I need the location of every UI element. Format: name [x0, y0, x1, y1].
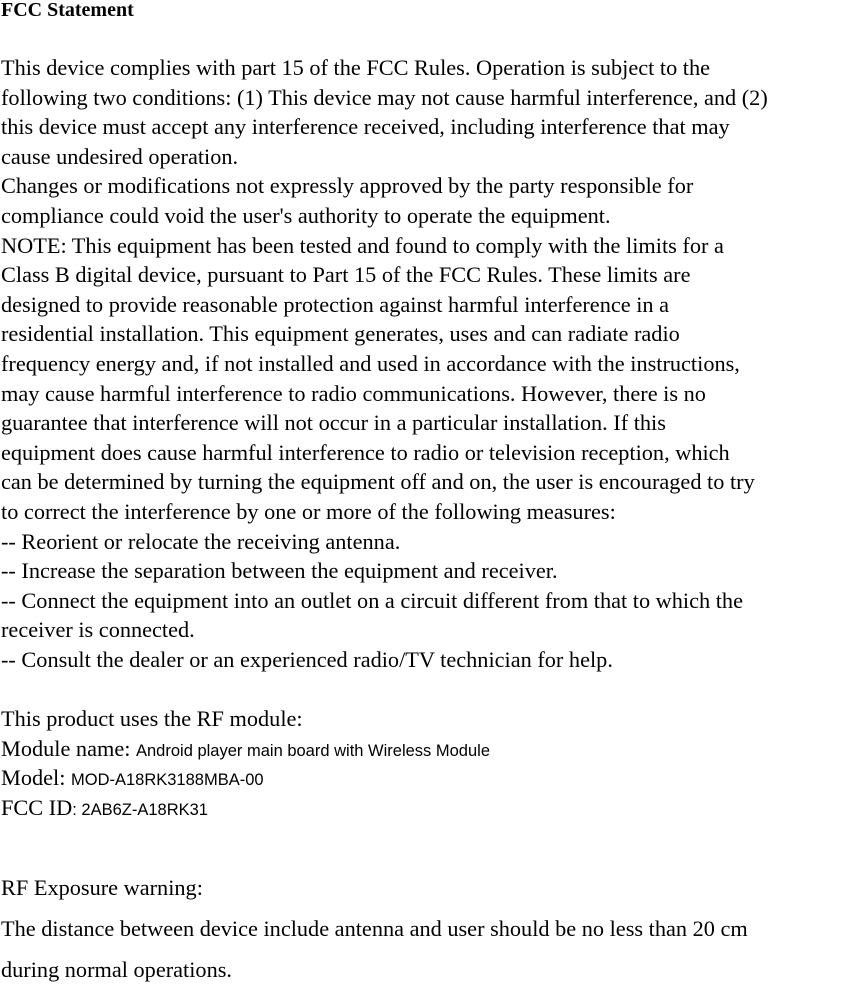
rf-exposure-line: during normal operations.: [1, 957, 232, 982]
module-model-label: Model:: [1, 765, 71, 791]
module-intro: This product uses the RF module:: [1, 706, 303, 732]
measure-item: receiver is connected.: [1, 617, 195, 643]
fcc-id-label: FCC ID: [1, 794, 73, 820]
fcc-statement-body: [1, 53, 846, 822]
rf-exposure-text: [1, 908, 748, 990]
page-title: FCC Statement: [1, 0, 134, 21]
paragraph-line: This device complies with part 15 of the FCC Rules. Operation is subject to the: [1, 55, 711, 80]
paragraph-line: can be determined by turning the equipment off and on, the user is encouraged to try: [1, 469, 755, 495]
paragraph-line: equipment does cause harmful interference to radio or television reception, which: [1, 439, 730, 465]
measure-item: -- Increase the separation between the equipment and receiver.: [1, 558, 558, 584]
blank-line: [1, 674, 846, 704]
paragraph-line: Class B digital device, pursuant to Part 15 of the FCC Rules. These limits are: [1, 262, 691, 288]
module-model-value: MOD-A18RK3188MBA-00: [70, 771, 264, 790]
paragraph-line: Changes or modifications not expressly approved by the party responsible for: [1, 173, 694, 199]
paragraph-line: frequency energy and, if not installed and used in accordance with the instructions,: [1, 350, 740, 376]
module-name-value: Android player main board with Wireless Module: [136, 741, 490, 760]
module-name-row: [1, 734, 846, 764]
module-name-label: Module name:: [1, 735, 136, 761]
measure-item: -- Connect the equipment into an outlet on a circuit different from that to which the: [1, 587, 743, 613]
paragraph-line: designed to provide reasonable protection against harmful interference in a: [1, 291, 670, 317]
fcc-id-row: [1, 793, 846, 823]
rf-exposure-line: The distance between device include antenna and user should be no less than 20 cm: [1, 916, 748, 941]
paragraph-line: this device must accept any interference received, including interference that may: [1, 114, 730, 140]
module-model-row: [1, 763, 846, 793]
rf-exposure-heading: RF Exposure warning:: [1, 875, 203, 900]
fcc-id-value: : 2AB6Z-A18RK31: [72, 800, 208, 819]
paragraph-line: following two conditions: (1) This device may not cause harmful interference, and (2): [1, 84, 768, 110]
paragraph-line: may cause harmful interference to radio communications. However, there is no: [1, 380, 706, 406]
paragraph-line: compliance could void the user's authority to operate the equipment.: [1, 202, 611, 228]
measure-item: -- Reorient or relocate the receiving antenna.: [1, 528, 401, 554]
measure-item: -- Consult the dealer or an experienced radio/TV technician for help.: [1, 646, 613, 672]
paragraph-line: residential installation. This equipment generates, uses and can radiate radio: [1, 321, 680, 347]
paragraph-line: to correct the interference by one or more of the following measures:: [1, 498, 616, 524]
paragraph-line: cause undesired operation.: [1, 143, 239, 169]
paragraph-line: guarantee that interference will not occur in a particular installation. If this: [1, 410, 666, 436]
paragraph-line: NOTE: This equipment has been tested and found to comply with the limits for a: [1, 232, 724, 258]
